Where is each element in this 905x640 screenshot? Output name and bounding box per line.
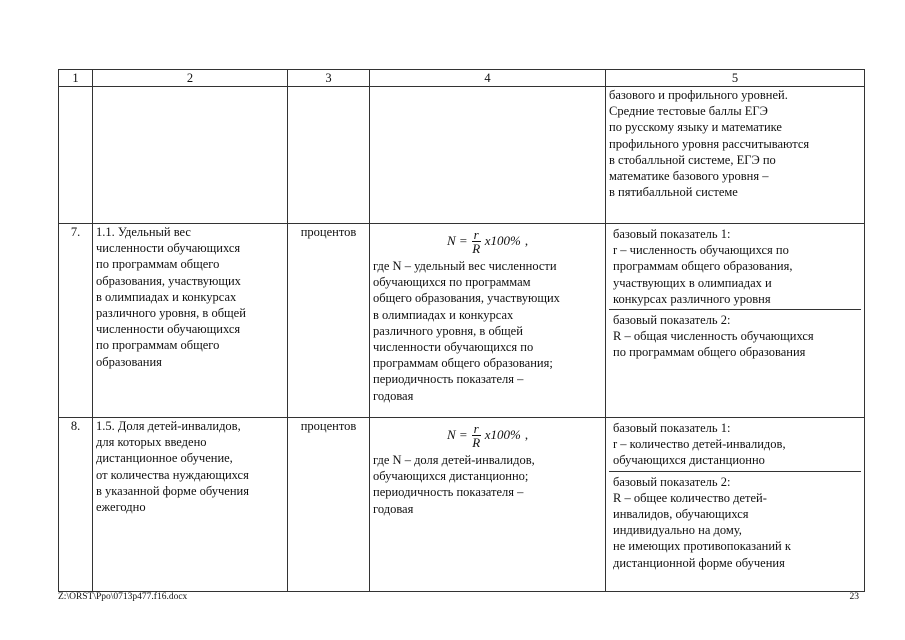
continuation-row <box>59 87 865 224</box>
formula-denominator: R <box>472 434 481 450</box>
header-row <box>59 70 865 87</box>
formula-rhs: x100% <box>484 426 521 442</box>
col-header-4: 4 <box>370 70 606 87</box>
formula-fraction <box>472 228 481 255</box>
empty-cell <box>370 87 606 224</box>
page-number: 23 <box>849 592 859 602</box>
base-indicators <box>606 224 865 418</box>
row-number: 8. <box>59 418 93 592</box>
formula-numerator: r <box>473 226 479 242</box>
file-path: Z:\ORST\Ppo\0713p477.f16.docx <box>58 592 188 602</box>
empty-cell <box>59 87 93 224</box>
indicator-name: 1.1. Удельный вес численности обучающихся по программам общего образования, участвующих в олимпиадах и конкурсах различного уровня, в общей численности обучающихся по программам общего образования <box>93 224 288 418</box>
base-indicator-1: базовый показатель 1: r – численность обучающихся по программам общего образования, участвующих в олимпиадах и конкурсах различного уровня <box>609 224 861 310</box>
table-row <box>59 418 865 592</box>
base-indicator-2: базовый показатель 2: R – общее количество детей- инвалидов, обучающихся индивидуально на дому, не имеющих противопоказаний к дистанционной форме обучения <box>613 474 791 570</box>
unit-of-measure: процентов <box>288 418 370 592</box>
formula-denominator: R <box>472 240 481 256</box>
indicators-table <box>58 69 865 592</box>
unit-of-measure: процентов <box>288 224 370 418</box>
formula <box>373 224 602 258</box>
formula-tail: , <box>524 232 529 248</box>
table-row <box>59 224 865 418</box>
col-header-1: 1 <box>59 70 93 87</box>
col-header-5: 5 <box>606 70 865 87</box>
col-header-3: 3 <box>288 70 370 87</box>
formula <box>373 418 602 452</box>
formula-lhs: N = <box>446 232 468 248</box>
method-text: где N – доля детей-инвалидов, обучающихся дистанционно; периодичность показателя – годовая <box>373 453 535 516</box>
formula-lhs: N = <box>446 426 468 442</box>
formula-tail: , <box>524 426 529 442</box>
continuation-text: базового и профильного уровней. Средние тестовые баллы ЕГЭ по русскому языку и математике профильного уровня рассчитываются в стобалльной системе, ЕГЭ по математике базового уровня – в пятибалльной системе <box>606 87 865 224</box>
method-text: где N – удельный вес численности обучающихся по программам общего образования, участвующих в олимпиадах и конкурсах различного уровня, в общей численности обучающихся по программам общего образования; периодичность показателя – годовая <box>373 259 560 403</box>
empty-cell <box>288 87 370 224</box>
empty-cell <box>93 87 288 224</box>
col-header-2: 2 <box>93 70 288 87</box>
indicator-name: 1.5. Доля детей-инвалидов, для которых введено дистанционное обучение, от количества нуждающихся в указанной форме обучения ежегодно <box>93 418 288 592</box>
base-indicator-1: базовый показатель 1: r – количество детей-инвалидов, обучающихся дистанционно <box>609 418 861 472</box>
formula-rhs: x100% <box>484 232 521 248</box>
calculation-method <box>370 224 606 418</box>
base-indicator-2: базовый показатель 2: R – общая численность обучающихся по программам общего образования <box>613 313 814 360</box>
formula-fraction <box>472 422 481 449</box>
row-number: 7. <box>59 224 93 418</box>
formula-numerator: r <box>473 420 479 436</box>
base-indicators <box>606 418 865 592</box>
calculation-method <box>370 418 606 592</box>
